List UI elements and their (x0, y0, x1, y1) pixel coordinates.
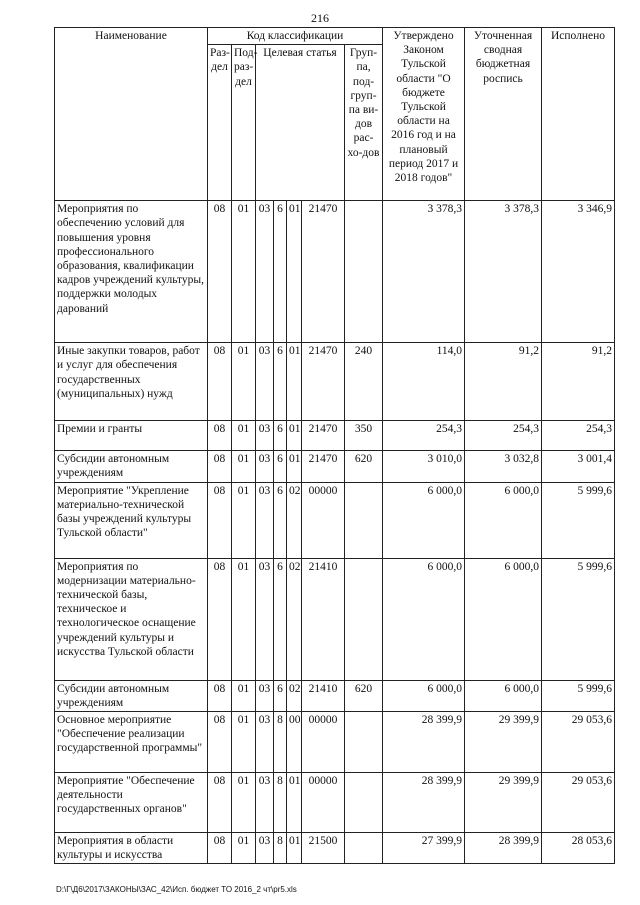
cell-t2: 6 (274, 451, 287, 482)
table-row (55, 773, 615, 833)
table-row (55, 833, 615, 864)
cell-group: 350 (345, 421, 383, 451)
cell-approved: 6 000,0 (383, 558, 465, 680)
cell-t3: 01 (287, 833, 302, 864)
header-revised: Уточненная сводная бюджетная роспись (465, 28, 542, 201)
cell-razdel: 08 (208, 421, 232, 451)
cell-t4: 21470 (302, 421, 345, 451)
table-row (55, 482, 615, 558)
cell-razdel: 08 (208, 201, 232, 343)
cell-t4: 21470 (302, 451, 345, 482)
page-number: 216 (311, 11, 329, 25)
cell-t4: 00000 (302, 773, 345, 833)
cell-name: Мероприятия по обеспечению условий для повышения уровня профессионального образования, квалификации кадров учреждений культуры, поддержки молодых дарований (55, 201, 208, 343)
cell-approved: 28 399,9 (383, 712, 465, 773)
header-razdel: Раз-дел (208, 45, 232, 201)
cell-t4: 21470 (302, 201, 345, 343)
cell-group (345, 201, 383, 343)
cell-razdel: 08 (208, 451, 232, 482)
cell-podrazdel: 01 (232, 201, 256, 343)
cell-podrazdel: 01 (232, 712, 256, 773)
header-approved: Утверждено Законом Тульской области "О бюджете Тульской области на 2016 год и на плановый период 2017 и 2018 годов" (383, 28, 465, 201)
header-group: Груп-па, под-груп-па ви-дов рас-хо-дов (345, 45, 383, 201)
cell-approved: 114,0 (383, 343, 465, 421)
cell-podrazdel: 01 (232, 421, 256, 451)
cell-t2: 8 (274, 833, 287, 864)
cell-t3: 01 (287, 451, 302, 482)
header-name: Наименование (55, 28, 208, 201)
cell-t2: 8 (274, 712, 287, 773)
cell-approved: 28 399,9 (383, 773, 465, 833)
cell-group (345, 773, 383, 833)
cell-razdel: 08 (208, 833, 232, 864)
cell-name: Субсидии автономным учреждениям (55, 680, 208, 711)
cell-revised: 3 378,3 (465, 201, 542, 343)
cell-revised: 29 399,9 (465, 712, 542, 773)
cell-t4: 21410 (302, 558, 345, 680)
cell-t2: 8 (274, 773, 287, 833)
cell-t2: 6 (274, 421, 287, 451)
cell-group: 620 (345, 680, 383, 711)
cell-podrazdel: 01 (232, 833, 256, 864)
cell-razdel: 08 (208, 482, 232, 558)
cell-podrazdel: 01 (232, 680, 256, 711)
cell-t1: 03 (256, 343, 274, 421)
cell-t4: 21470 (302, 343, 345, 421)
table-row (55, 343, 615, 421)
header-code-group: Код классификации (208, 28, 383, 45)
cell-approved: 3 010,0 (383, 451, 465, 482)
cell-group (345, 712, 383, 773)
cell-t3: 02 (287, 558, 302, 680)
cell-t2: 6 (274, 343, 287, 421)
cell-t1: 03 (256, 201, 274, 343)
cell-executed: 28 053,6 (542, 833, 615, 864)
cell-approved: 6 000,0 (383, 680, 465, 711)
cell-executed: 5 999,6 (542, 482, 615, 558)
table-row (55, 451, 615, 482)
cell-revised: 29 399,9 (465, 773, 542, 833)
cell-t2: 6 (274, 558, 287, 680)
cell-revised: 6 000,0 (465, 482, 542, 558)
cell-t2: 6 (274, 680, 287, 711)
cell-revised: 28 399,9 (465, 833, 542, 864)
cell-name: Мероприятия в области культуры и искусства (55, 833, 208, 864)
cell-group: 240 (345, 343, 383, 421)
cell-razdel: 08 (208, 343, 232, 421)
cell-razdel: 08 (208, 712, 232, 773)
cell-group (345, 482, 383, 558)
table-row (55, 558, 615, 680)
cell-name: Иные закупки товаров, работ и услуг для обеспечения государственных (муниципальных) нужд (55, 343, 208, 421)
cell-executed: 3 346,9 (542, 201, 615, 343)
cell-razdel: 08 (208, 773, 232, 833)
cell-revised: 6 000,0 (465, 558, 542, 680)
cell-name: Мероприятие "Укрепление материально-технической базы учреждений культуры Тульской области" (55, 482, 208, 558)
header-executed: Исполнено (542, 28, 615, 201)
cell-podrazdel: 01 (232, 343, 256, 421)
cell-executed: 29 053,6 (542, 773, 615, 833)
cell-executed: 254,3 (542, 421, 615, 451)
cell-executed: 91,2 (542, 343, 615, 421)
cell-approved: 254,3 (383, 421, 465, 451)
cell-t1: 03 (256, 558, 274, 680)
cell-name: Мероприятие "Обеспечение деятельности государственных органов" (55, 773, 208, 833)
cell-approved: 3 378,3 (383, 201, 465, 343)
cell-t3: 01 (287, 343, 302, 421)
cell-podrazdel: 01 (232, 451, 256, 482)
cell-t1: 03 (256, 773, 274, 833)
cell-t2: 6 (274, 201, 287, 343)
cell-approved: 6 000,0 (383, 482, 465, 558)
cell-executed: 3 001,4 (542, 451, 615, 482)
cell-t4: 00000 (302, 482, 345, 558)
cell-revised: 91,2 (465, 343, 542, 421)
cell-t4: 21410 (302, 680, 345, 711)
cell-t3: 01 (287, 201, 302, 343)
cell-t4: 00000 (302, 712, 345, 773)
cell-t3: 02 (287, 680, 302, 711)
table-row (55, 680, 615, 711)
cell-approved: 27 399,9 (383, 833, 465, 864)
cell-executed: 5 999,6 (542, 680, 615, 711)
table-row (55, 421, 615, 451)
cell-group: 620 (345, 451, 383, 482)
cell-t1: 03 (256, 451, 274, 482)
cell-t1: 03 (256, 680, 274, 711)
cell-name: Субсидии автономным учреждениям (55, 451, 208, 482)
cell-name: Мероприятия по модернизации материально-технической базы, техническое и технологическое оснащение учреждений культуры и искусства Тульской области (55, 558, 208, 680)
cell-name: Премии и гранты (55, 421, 208, 451)
table-row (55, 201, 615, 343)
header-target: Целевая статья (256, 45, 345, 201)
file-path-footer: D:\Г\Д6\2017\ЗАКОНЫ\ЗАС_42\Исп. бюджет ТО 2016_2 чт\pr5.xls (56, 885, 297, 894)
cell-podrazdel: 01 (232, 482, 256, 558)
cell-t1: 03 (256, 421, 274, 451)
cell-group (345, 833, 383, 864)
cell-executed: 29 053,6 (542, 712, 615, 773)
table-row (55, 712, 615, 773)
cell-podrazdel: 01 (232, 558, 256, 680)
cell-razdel: 08 (208, 680, 232, 711)
cell-t1: 03 (256, 833, 274, 864)
cell-t3: 01 (287, 421, 302, 451)
cell-name: Основное мероприятие "Обеспечение реализации государственной программы" (55, 712, 208, 773)
cell-group (345, 558, 383, 680)
cell-t3: 01 (287, 773, 302, 833)
cell-t1: 03 (256, 712, 274, 773)
budget-table (54, 27, 615, 864)
cell-t4: 21500 (302, 833, 345, 864)
cell-revised: 6 000,0 (465, 680, 542, 711)
cell-t2: 6 (274, 482, 287, 558)
cell-t1: 03 (256, 482, 274, 558)
cell-revised: 254,3 (465, 421, 542, 451)
cell-t3: 00 (287, 712, 302, 773)
cell-razdel: 08 (208, 558, 232, 680)
cell-executed: 5 999,6 (542, 558, 615, 680)
cell-t3: 02 (287, 482, 302, 558)
cell-revised: 3 032,8 (465, 451, 542, 482)
header-podrazdel: Под-раз-дел (232, 45, 256, 201)
cell-podrazdel: 01 (232, 773, 256, 833)
